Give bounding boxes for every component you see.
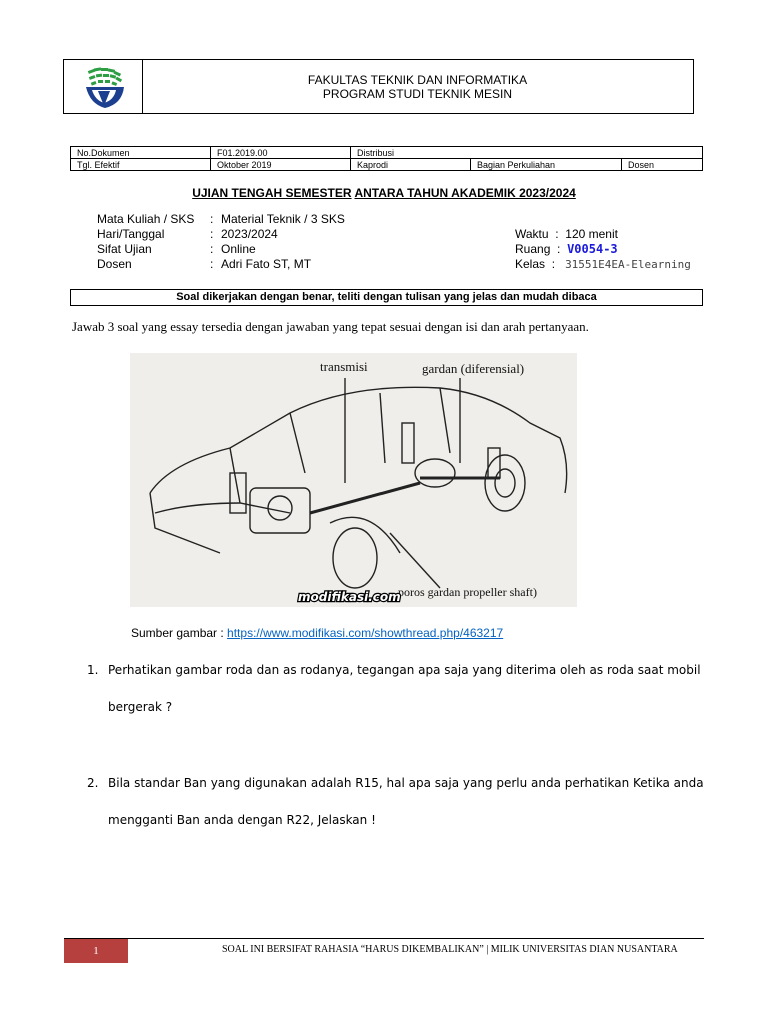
table-cell: Dosen <box>622 159 703 171</box>
meta-colon: : <box>210 212 214 226</box>
figure-label-poros: poros gardan propeller shaft) <box>398 585 537 599</box>
table-cell: Tgl. Efektif <box>71 159 211 171</box>
question-text-line2: bergerak ? <box>108 700 173 714</box>
header-title <box>142 73 693 101</box>
question-number: 1. <box>87 663 99 677</box>
source-link[interactable]: https://www.modifikasi.com/showthread.php/463217 <box>227 626 504 640</box>
meta-row-nature <box>0 242 768 257</box>
table-cell: Kaprodi <box>351 159 471 171</box>
question-item-1 <box>0 663 768 743</box>
table-cell: Oktober 2019 <box>211 159 351 171</box>
footer-divider <box>64 938 704 939</box>
waktu-label: Waktu <box>515 227 549 241</box>
meta-value: Adri Fato ST, MT <box>221 257 312 271</box>
meta-waktu <box>515 227 618 241</box>
car-drivetrain-figure <box>130 353 577 607</box>
meta-label: Mata Kuliah / SKS <box>97 212 195 226</box>
faculty-name: FAKULTAS TEKNIK DAN INFORMATIKA <box>307 73 528 87</box>
car-drivetrain-drawing <box>130 353 577 607</box>
table-cell: Distribusi <box>351 147 703 159</box>
question-text-line1: Bila standar Ban yang digunakan adalah R15, hal apa saja yang perlu anda perhatikan Ketika anda <box>108 776 704 790</box>
meta-value: Online <box>221 242 256 256</box>
meta-label: Sifat Ujian <box>97 242 152 256</box>
university-logo <box>64 60 142 115</box>
figure-label-transmisi: transmisi <box>320 359 368 374</box>
table-row <box>71 147 703 159</box>
exam-title <box>0 186 768 200</box>
meta-value: Material Teknik / 3 SKS <box>221 212 345 226</box>
source-prefix: Sumber gambar : <box>131 626 228 640</box>
meta-label: Hari/Tanggal <box>97 227 165 241</box>
meta-kelas <box>515 257 691 271</box>
meta-colon: : <box>210 242 214 256</box>
table-row <box>71 159 703 171</box>
meta-row-date <box>0 227 768 242</box>
table-cell: F01.2019.00 <box>211 147 351 159</box>
instruction-notice: Soal dikerjakan dengan benar, teliti dengan tulisan yang jelas dan mudah dibaca <box>70 289 703 306</box>
figure-label-gardan: gardan (diferensial) <box>422 361 525 376</box>
question-text-line1: Perhatikan gambar roda dan as rodanya, tegangan apa saja yang diterima oleh as roda saat mobil <box>108 663 701 677</box>
question-text-line2: mengganti Ban anda dengan R22, Jelaskan ! <box>108 813 376 827</box>
logo-cell <box>64 60 143 113</box>
meta-label: Dosen <box>97 257 132 271</box>
document-header <box>63 59 694 114</box>
question-item-2 <box>0 776 768 856</box>
kelas-label: Kelas <box>515 257 546 271</box>
document-info-table <box>70 146 703 171</box>
ruang-label: Ruang <box>515 242 551 256</box>
question-number: 2. <box>87 776 99 790</box>
figure-watermark: modifikasi.com <box>298 590 401 604</box>
ruang-value: V0054-3 <box>567 242 618 256</box>
kelas-value: 31551E4EA-Elearning <box>565 258 691 271</box>
program-name: PROGRAM STUDI TEKNIK MESIN <box>322 87 513 101</box>
exam-title-part2: ANTARA TAHUN AKADEMIK 2023/2024 <box>354 186 576 200</box>
meta-row-course <box>0 212 768 227</box>
meta-ruang <box>515 242 618 256</box>
page-number: 1 <box>64 939 128 963</box>
image-source <box>131 626 503 640</box>
table-cell: No.Dokumen <box>71 147 211 159</box>
meta-colon: : <box>210 257 214 271</box>
waktu-value: 120 menit <box>565 227 618 241</box>
meta-colon: : <box>548 257 562 271</box>
table-cell: Bagian Perkuliahan <box>471 159 622 171</box>
meta-colon: : <box>210 227 214 241</box>
meta-colon: : <box>551 227 562 241</box>
exam-title-part1: UJIAN TENGAH SEMESTER <box>192 186 352 200</box>
meta-value: 2023/2024 <box>221 227 278 241</box>
intro-text: Jawab 3 soal yang essay tersedia dengan jawaban yang tepat sesuai dengan isi dan arah pertanyaan. <box>72 319 589 334</box>
footer-text: SOAL INI BERSIFAT RAHASIA “HARUS DIKEMBALIKAN” | MILIK UNIVERSITAS DIAN NUSANTARA <box>222 944 678 955</box>
meta-colon: : <box>553 242 564 256</box>
